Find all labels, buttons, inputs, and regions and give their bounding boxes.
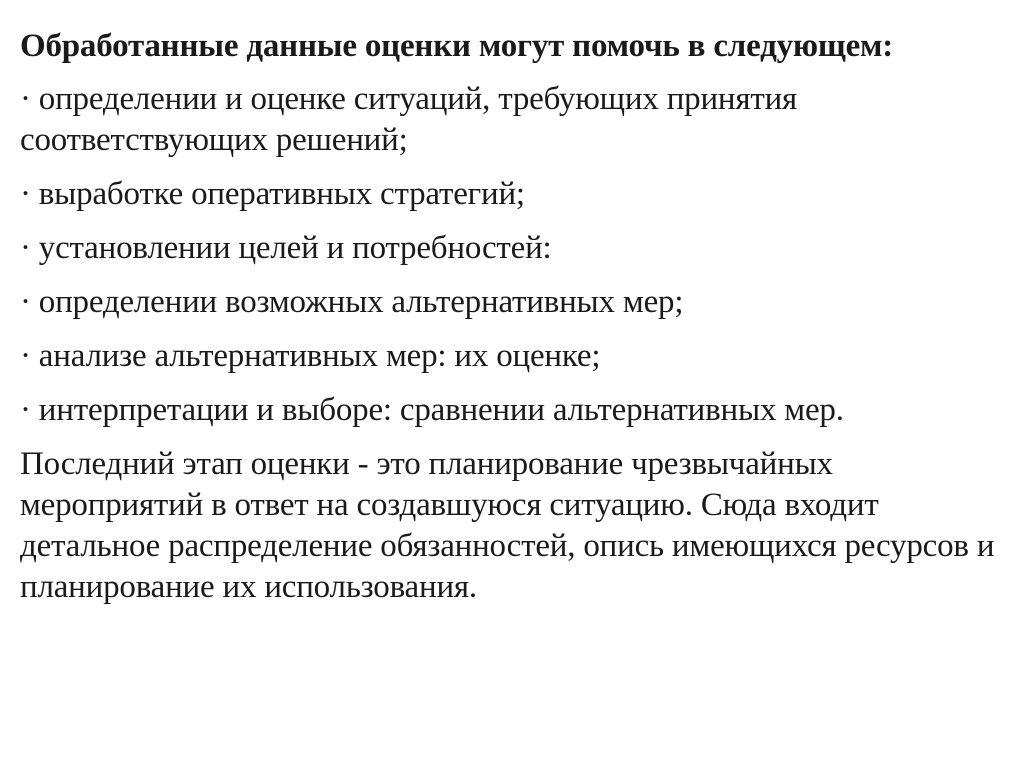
slide-heading: Обработанные данные оценки могут помочь в следующем: — [20, 28, 894, 64]
list-item — [20, 228, 1010, 269]
bullet-dot-icon: · — [20, 81, 31, 117]
list-item-text: выработке оперативных стратегий; — [38, 176, 525, 212]
list-item — [20, 79, 1010, 161]
bullet-dot-icon: · — [20, 284, 31, 320]
list-item-text: установлении целей и потребностей: — [38, 230, 552, 266]
list-item — [20, 390, 1010, 431]
list-item-text: анализе альтернативных мер: их оценке; — [38, 338, 601, 374]
bullet-dot-icon: · — [20, 392, 31, 428]
bullet-list — [20, 79, 1010, 431]
list-item-text: интерпретации и выборе: сравнении альтернативных мер. — [38, 392, 844, 428]
bullet-dot-icon: · — [20, 230, 31, 266]
bullet-dot-icon: · — [20, 176, 31, 212]
list-item-text: определении возможных альтернативных мер; — [38, 284, 684, 320]
slide-content — [20, 26, 1010, 608]
list-item — [20, 174, 1010, 215]
list-item — [20, 336, 1010, 377]
list-item-text: определении и оценке ситуаций, требующих принятия соответствующих решений; — [20, 81, 798, 158]
closing-paragraph: Последний этап оценки - это планирование чрезвычайных мероприятий в ответ на создавшуюся ситуацию. Сюда входит детальное распределение обязанностей, опись имеющихся ресурсов и планирование их использования. — [20, 446, 995, 605]
bullet-dot-icon: · — [20, 338, 31, 374]
list-item — [20, 282, 1010, 323]
